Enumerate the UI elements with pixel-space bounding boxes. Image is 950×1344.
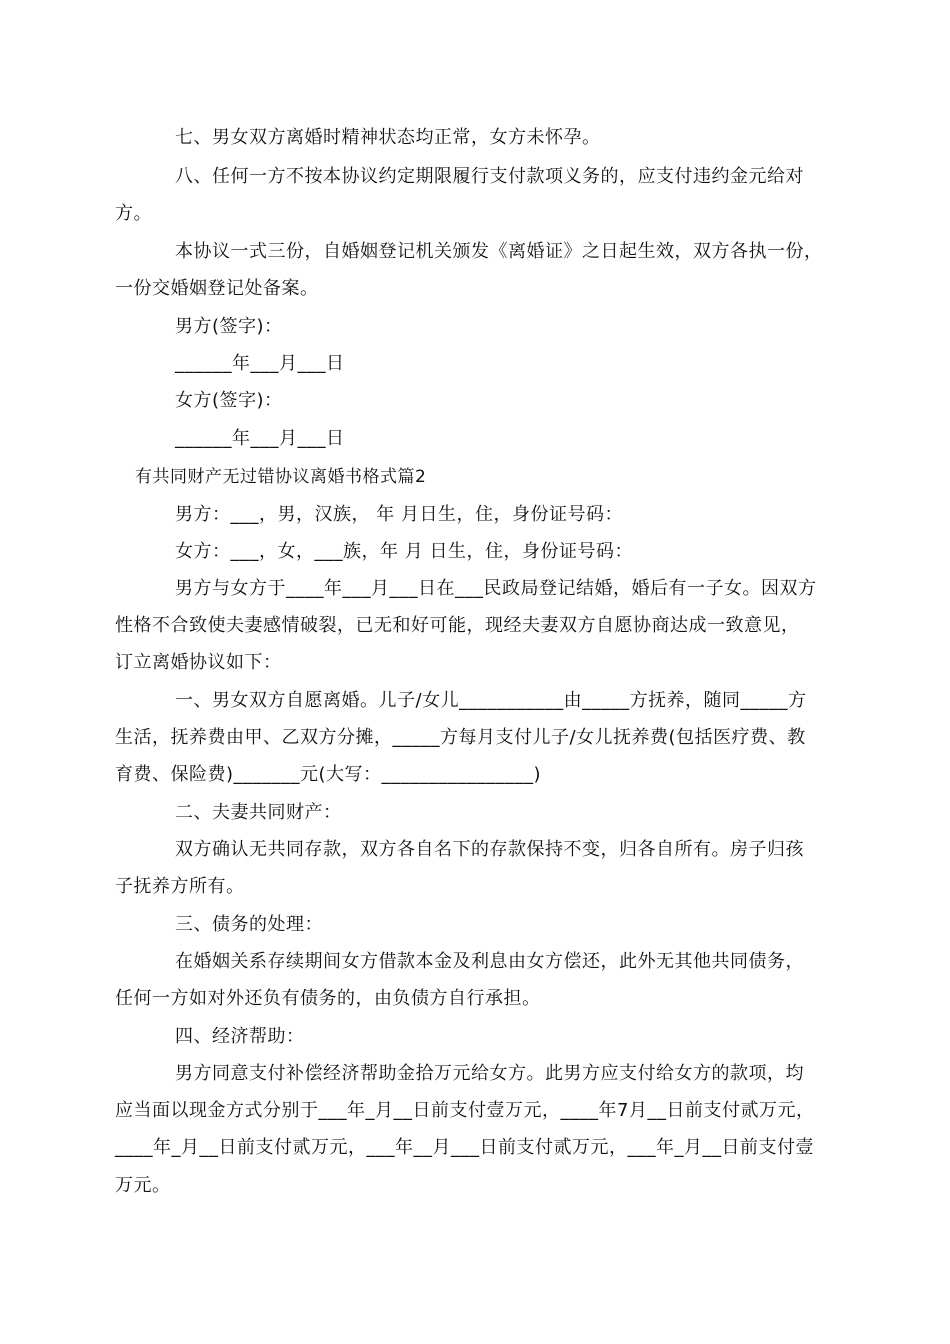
male-signature-label: 男方(签字)： — [175, 316, 283, 337]
clause-seven: 七、男女双方离婚时精神状态均正常，女方未怀孕。 — [175, 127, 601, 148]
intro-line-3: 订立离婚协议如下： — [115, 652, 282, 673]
article-one-line-3: 育费、保险费)_______元(大写：________________) — [115, 764, 542, 785]
male-signature-date: ______年___月___日 — [175, 353, 345, 374]
clause-eight-line-2: 方。 — [115, 203, 152, 224]
female-signature-label: 女方(签字)： — [175, 390, 283, 411]
intro-line-1: 男方与女方于____年___月___日在___民政局登记结婚，婚后有一子女。因双方 — [175, 578, 817, 599]
male-party-info: 男方：___，男，汉族， 年 月日生，住，身份证号码： — [175, 504, 623, 525]
article-three-line-2: 任何一方如对外还负有债务的，由负债方自行承担。 — [115, 988, 541, 1009]
article-three-line-1: 在婚姻关系存续期间女方借款本金及利息由女方偿还，此外无其他共同债务， — [175, 951, 804, 972]
article-four-line-4: 万元。 — [115, 1175, 171, 1196]
article-four-line-2: 应当面以现金方式分别于___年_月__日前支付壹万元，____年7月__日前支付贰万元， — [115, 1100, 815, 1121]
article-two-line-2: 子抚养方所有。 — [115, 876, 245, 897]
female-signature-date: ______年___月___日 — [175, 428, 345, 449]
copies-line-2: 一份交婚姻登记处备案。 — [115, 278, 319, 299]
clause-eight-line-1: 八、任何一方不按本协议约定期限履行支付款项义务的，应支付违约金元给对 — [175, 166, 804, 187]
article-four-heading: 四、经济帮助： — [175, 1026, 305, 1047]
article-three-heading: 三、债务的处理： — [175, 914, 323, 935]
section-heading: 有共同财产无过错协议离婚书格式篇2 — [135, 467, 427, 487]
female-party-info: 女方：___，女，___族，年 月 日生，住，身份证号码： — [175, 541, 633, 562]
copies-line-1: 本协议一式三份，自婚姻登记机关颁发《离婚证》之日起生效，双方各执一份， — [175, 241, 823, 262]
article-four-line-3: ____年_月__日前支付贰万元，___年__月___日前支付贰万元，___年_月__日前支付壹 — [115, 1137, 814, 1158]
article-one-line-2: 生活，抚养费由甲、乙双方分摊，_____方每月支付儿子/女儿抚养费(包括医疗费、教 — [115, 727, 806, 748]
article-four-line-1: 男方同意支付补偿经济帮助金拾万元给女方。此男方应支付给女方的款项，均 — [175, 1063, 804, 1084]
intro-line-2: 性格不合致使夫妻感情破裂，已无和好可能，现经夫妻双方自愿协商达成一致意见， — [115, 615, 800, 636]
article-one-line-1: 一、男女双方自愿离婚。儿子/女儿___________由_____方抚养，随同_____方 — [175, 690, 807, 711]
article-two-line-1: 双方确认无共同存款，双方各自名下的存款保持不变，归各自所有。房子归孩 — [175, 839, 804, 860]
article-two-heading: 二、夫妻共同财产： — [175, 802, 342, 823]
